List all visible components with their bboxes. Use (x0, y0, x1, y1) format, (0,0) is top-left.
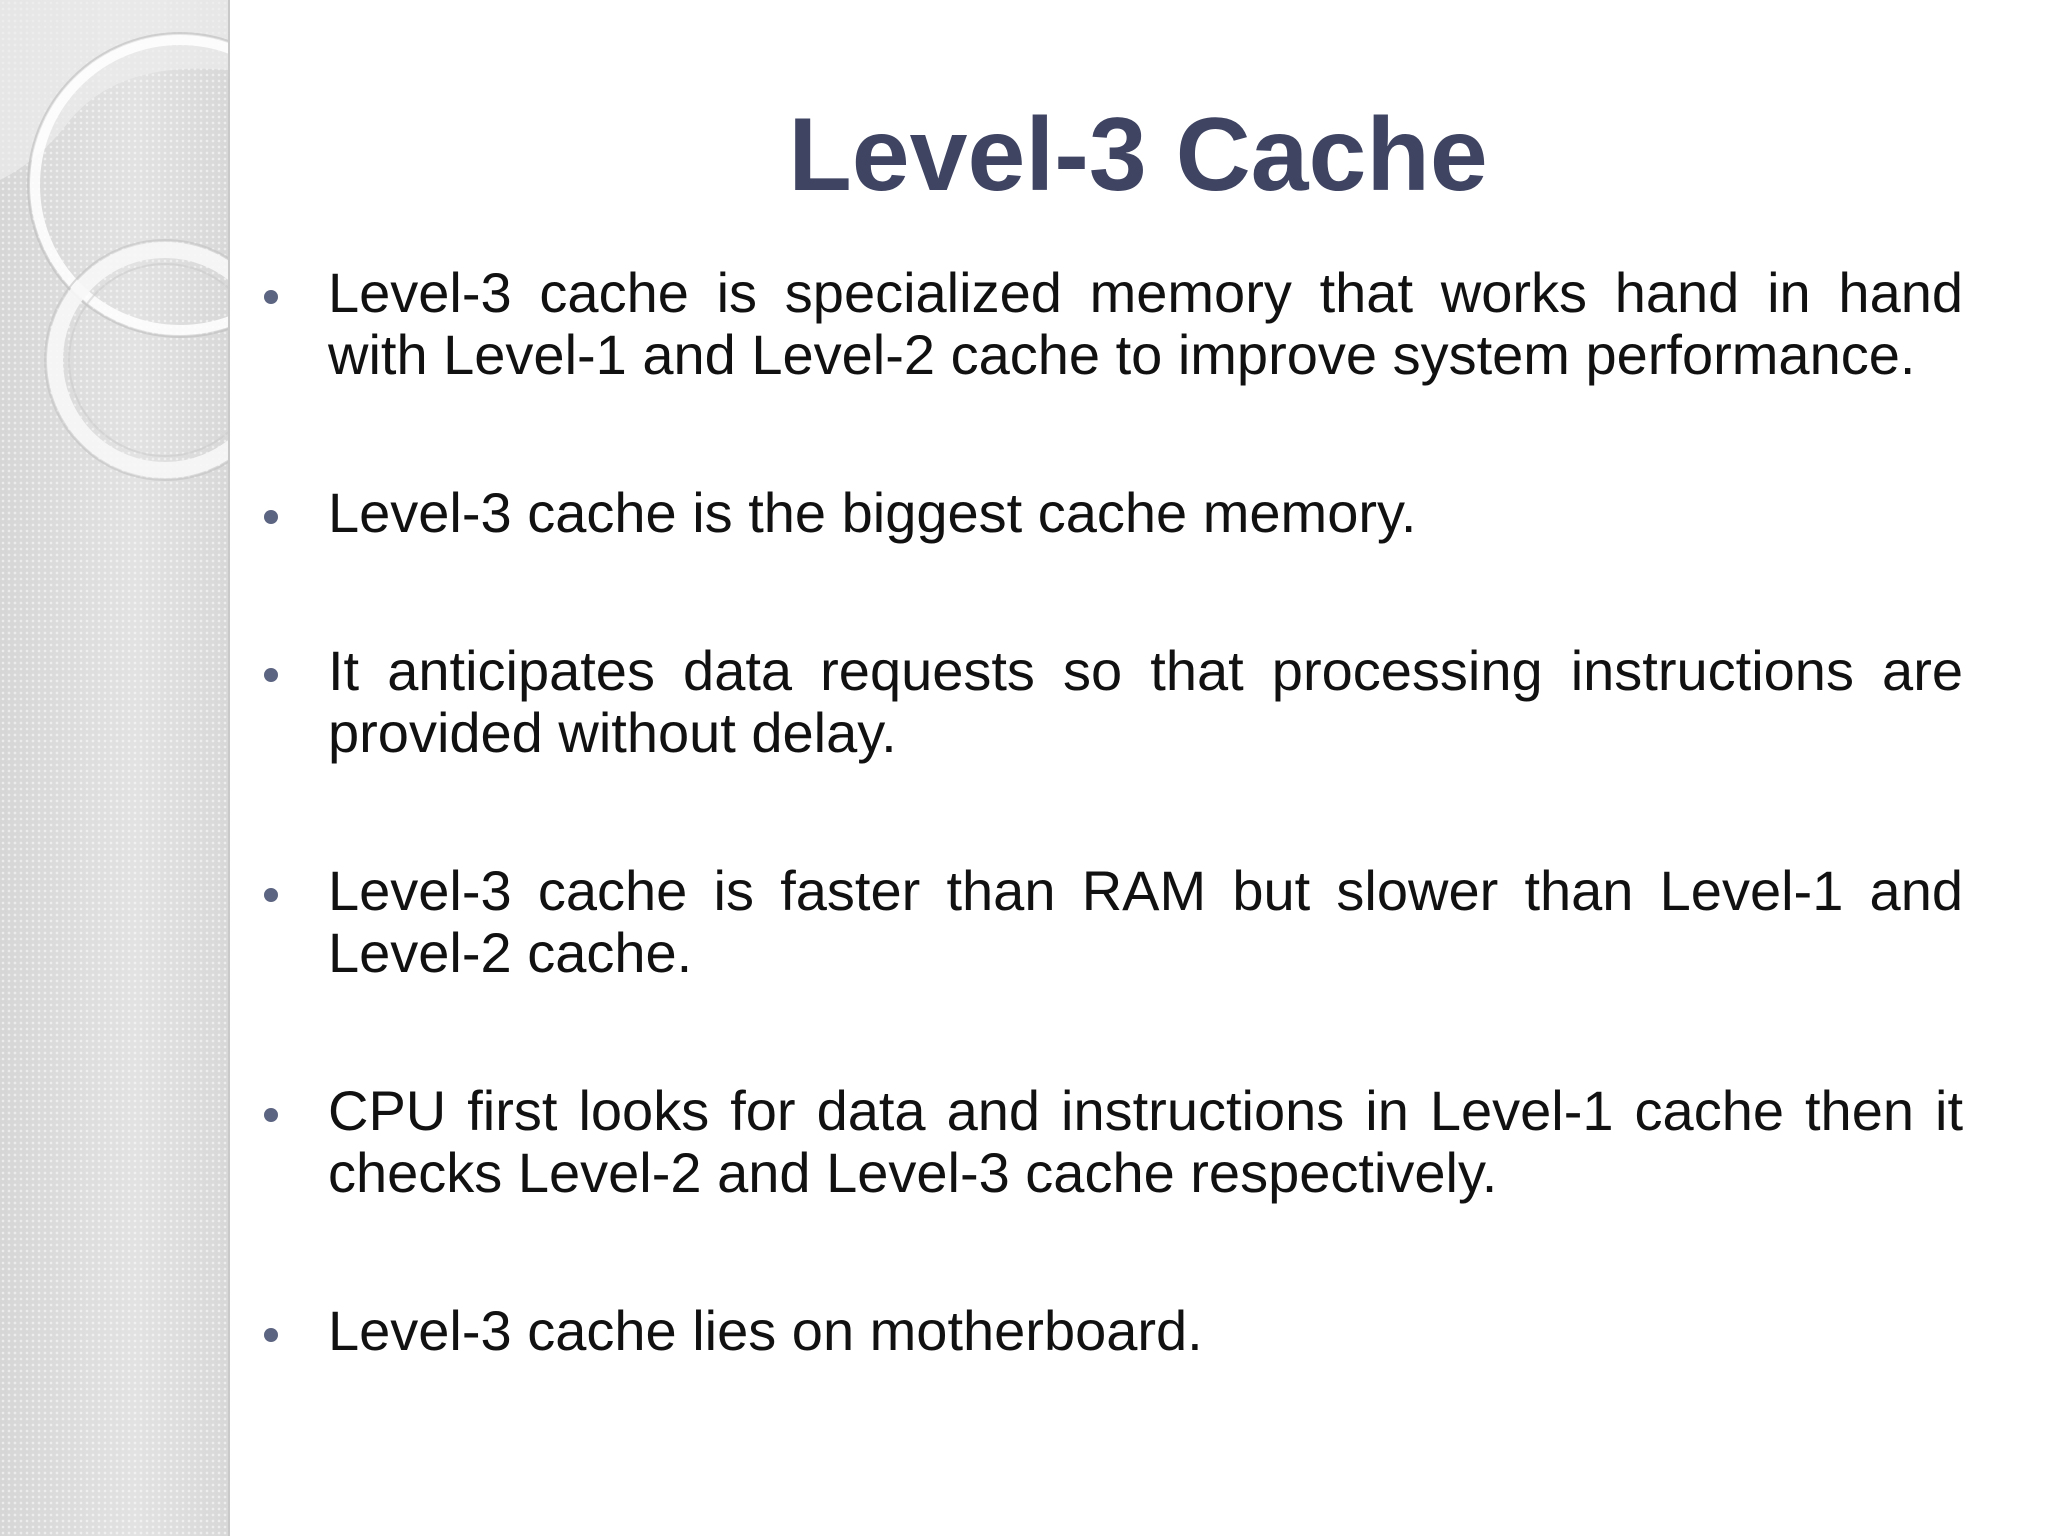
bullet-dot-icon (264, 290, 278, 304)
bullet-item (258, 640, 1963, 764)
bullet-text: Level-3 cache is the biggest cache memory. (328, 481, 1417, 544)
bullet-item (258, 1300, 1963, 1362)
bullet-dot-icon (264, 888, 278, 902)
slide-title: Level-3 Cache (788, 97, 1488, 213)
bullet-dot-icon (264, 1328, 278, 1342)
bullet-dot-icon (264, 668, 278, 682)
bullet-item (258, 860, 1963, 984)
bullet-item (258, 482, 1963, 544)
bullet-text: It anticipates data requests so that processing instructions are provided without delay. (328, 639, 1963, 764)
bullet-text: Level-3 cache is faster than RAM but slower than Level-1 and Level-2 cache. (328, 859, 1963, 984)
bullet-text: Level-3 cache is specialized memory that works hand in hand with Level-1 and Level-2 cache to improve system performance. (328, 261, 1963, 386)
bullet-item (258, 262, 1963, 386)
decorative-circles (0, 0, 228, 520)
bullet-dot-icon (264, 510, 278, 524)
bullet-text: Level-3 cache lies on motherboard. (328, 1299, 1203, 1362)
decorative-side-panel (0, 0, 230, 1536)
bullet-item (258, 1080, 1963, 1204)
bullet-text: CPU first looks for data and instructions in Level-1 cache then it checks Level-2 and Level-3 cache respectively. (328, 1079, 1963, 1204)
bullet-dot-icon (264, 1108, 278, 1122)
bullet-list (258, 262, 1963, 1458)
